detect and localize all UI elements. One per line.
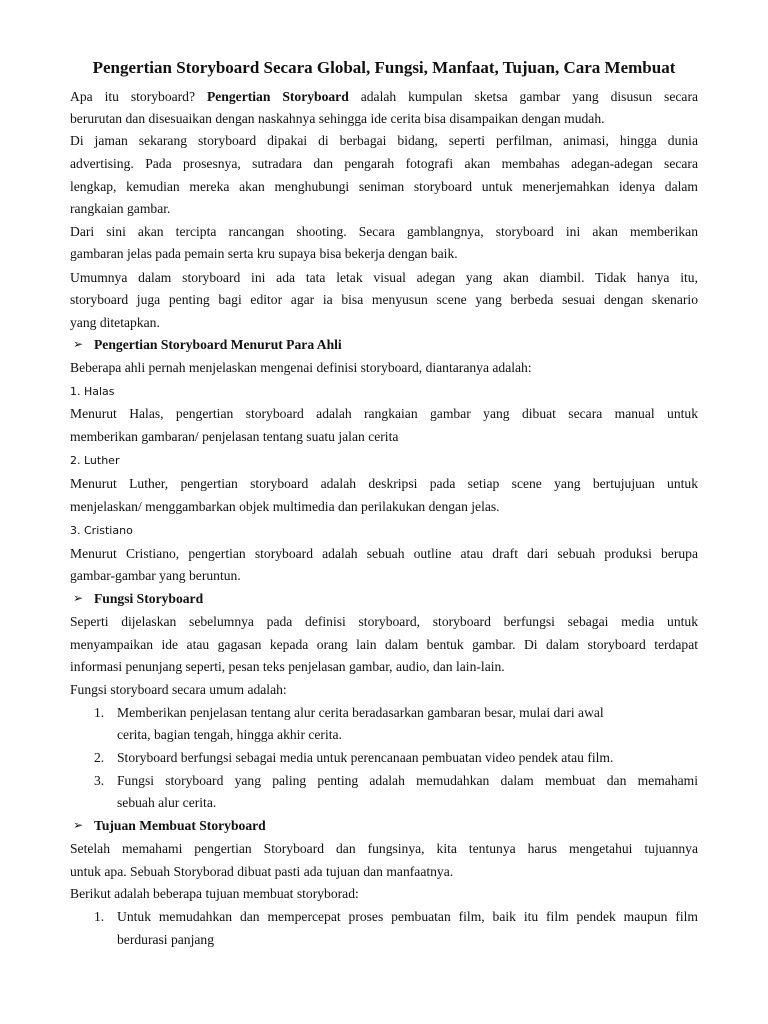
paragraph-line: rangkaian gambar. — [70, 201, 171, 216]
expert-label: 2. Luther — [70, 454, 120, 467]
paragraph-line: gambaran jelas pada pemain serta kru supaya bisa bekerja dengan baik. — [70, 246, 458, 261]
paragraph-line: menyampaikan ide atau gagasan kepada orang lain dalam bentuk gambar. Di dalam storyboard terdapat — [70, 637, 698, 652]
document-title: Pengertian Storyboard Secara Global, Fungsi, Manfaat, Tujuan, Cara Membuat — [92, 58, 676, 77]
list-item: Memberikan penjelasan tentang alur cerita beradasarkan gambaran besar, mulai dari awal — [117, 705, 604, 720]
paragraph-line: informasi penunjang seperti, pesan teks penjelasan gambar, audio, dan lain-lain. — [70, 659, 505, 674]
section-heading-purpose: Tujuan Membuat Storyboard — [94, 818, 266, 833]
list-item: Fungsi storyboard yang paling penting adalah memudahkan dalam membuat dan memahami — [117, 773, 698, 788]
paragraph-line: menjelaskan/ menggambarkan objek multimedia dan perilakukan dengan jelas. — [70, 499, 500, 514]
paragraph-line: Fungsi storyboard secara umum adalah: — [70, 682, 287, 697]
paragraph-line: Setelah memahami pengertian Storyboard dan fungsinya, kita tentunya harus mengetahui tujuannya — [70, 841, 698, 856]
paragraph-line: gambar-gambar yang beruntun. — [70, 568, 241, 583]
list-number: 1. — [94, 909, 105, 924]
paragraph-line: memberikan gambaran/ penjelasan tentang suatu jalan cerita — [70, 429, 399, 444]
list-item: berdurasi panjang — [117, 932, 215, 947]
list-number: 1. — [94, 705, 105, 720]
intro-term: Pengertian Storyboard — [206, 89, 349, 104]
intro-question: Apa itu storyboard? — [70, 89, 196, 104]
expert-label: 1. Halas — [70, 385, 115, 398]
section-heading-definition: Pengertian Storyboard Menurut Para Ahli — [94, 337, 342, 352]
section-heading-function: Fungsi Storyboard — [94, 591, 204, 606]
paragraph-line: Menurut Luther, pengertian storyboard adalah deskripsi pada setiap scene yang bertujujuan untuk — [70, 476, 698, 491]
intro-definition: adalah kumpulan sketsa gambar yang disusun secara — [360, 89, 699, 104]
expert-label: 3. Cristiano — [70, 524, 133, 537]
arrow-bullet-icon: ➢ — [73, 337, 84, 351]
paragraph-line: Dari sini akan tercipta rancangan shooting. Secara gamblangnya, storyboard ini akan memberikan — [70, 224, 698, 239]
arrow-bullet-icon: ➢ — [73, 591, 84, 605]
paragraph-line: Umumnya dalam storyboard ini ada tata letak visual adegan yang akan diambil. Tidak hanya itu, — [70, 270, 698, 285]
paragraph-line: Seperti dijelaskan sebelumnya pada definisi storyboard, storyboard berfungsi sebagai media untuk — [70, 614, 698, 629]
paragraph-line: Berikut adalah beberapa tujuan membuat storyborad: — [70, 886, 359, 901]
list-item: Storyboard berfungsi sebagai media untuk perencanaan pembuatan video pendek atau film. — [117, 750, 614, 765]
list-item: cerita, bagian tengah, hingga akhir cerita. — [117, 727, 342, 742]
intro-line-1 — [70, 89, 698, 105]
paragraph-line: Beberapa ahli pernah menjelaskan mengenai definisi storyboard, diantaranya adalah: — [70, 360, 532, 375]
paragraph-line: untuk apa. Sebuah Storyborad dibuat pasti ada tujuan dan manfaatnya. — [70, 864, 454, 879]
paragraph-line: Menurut Cristiano, pengertian storyboard adalah sebuah outline atau draft dari sebuah produksi berupa — [70, 546, 698, 561]
paragraph-line: Menurut Halas, pengertian storyboard adalah rangkaian gambar yang dibuat secara manual untuk — [70, 406, 698, 421]
intro-line-2: berurutan dan disesuaikan dengan naskahnya sehingga ide cerita bisa disampaikan dengan mudah. — [70, 111, 605, 126]
paragraph-line: storyboard juga penting bagi editor agar ia bisa menyusun scene yang berbeda sesuai dengan skenario — [70, 292, 698, 307]
arrow-bullet-icon: ➢ — [73, 818, 84, 832]
list-item: sebuah alur cerita. — [117, 795, 217, 810]
list-item: Untuk memudahkan dan mempercepat proses pembuatan film, baik itu film pendek maupun film — [117, 909, 698, 924]
paragraph-line: advertising. Pada prosesnya, sutradara dan pengarah fotografi akan membahas adegan-adegan secara — [70, 156, 698, 171]
list-number: 2. — [94, 750, 105, 765]
list-number: 3. — [94, 773, 105, 788]
paragraph-line: lengkap, kemudian mereka akan menghubungi seniman storyboard untuk menerjemahkan idenya dalam — [70, 179, 698, 194]
paragraph-line: Di jaman sekarang storyboard dipakai di berbagai bidang, seperti perfilman, animasi, hingga dunia — [70, 133, 698, 148]
paragraph-line: yang ditetapkan. — [70, 315, 160, 330]
